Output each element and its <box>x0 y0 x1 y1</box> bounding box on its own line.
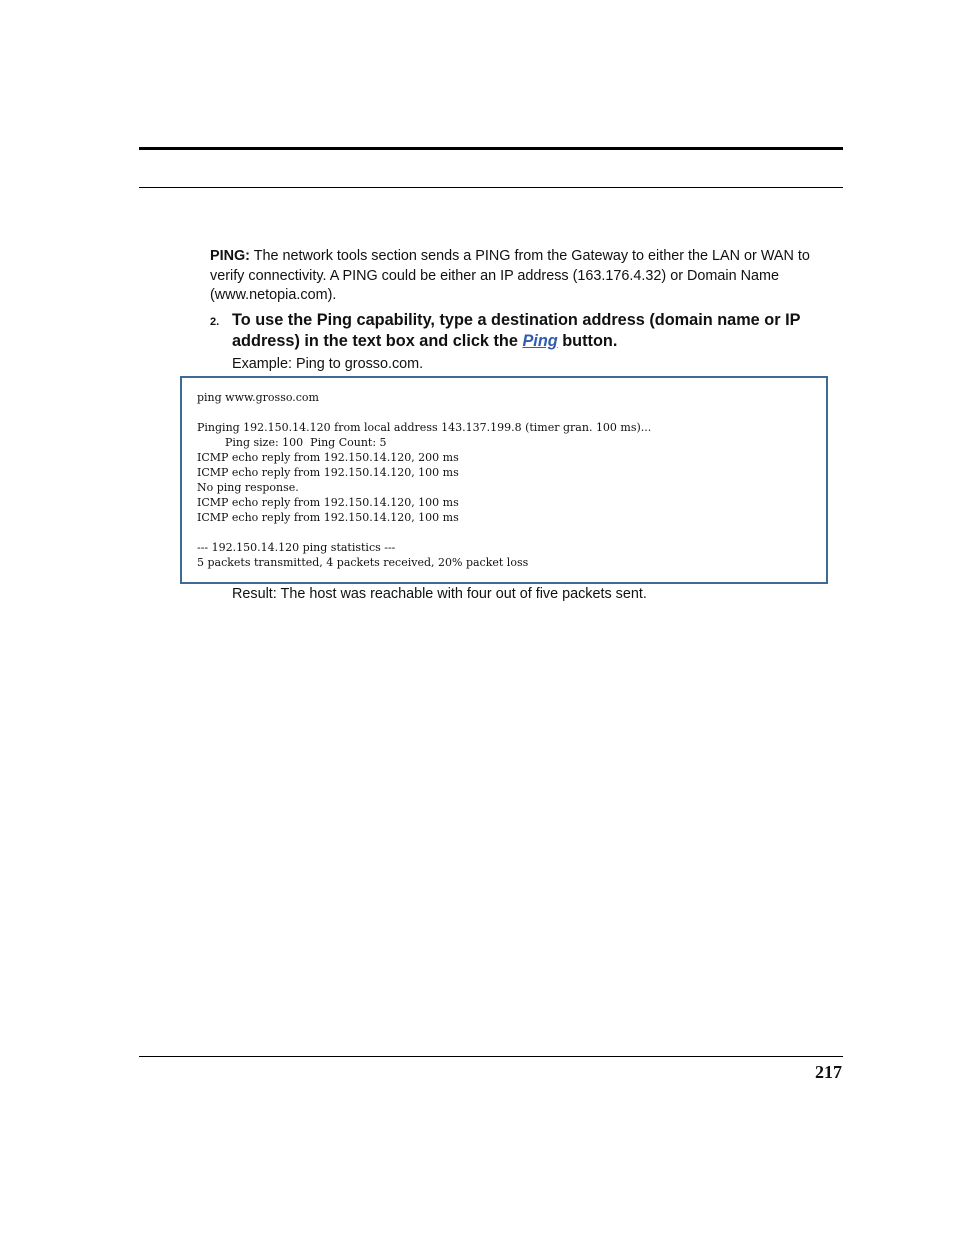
console-line: --- 192.150.14.120 ping statistics --- <box>197 541 396 554</box>
step-text-before: To use the Ping capability, type a destination address (domain name or IP address) in the text box and click the <box>232 311 801 350</box>
ping-console-output <box>180 376 828 584</box>
page-number: 217 <box>815 1062 842 1082</box>
console-line: ICMP echo reply from 192.150.14.120, 100 ms <box>197 511 459 524</box>
console-line <box>197 525 651 540</box>
result-caption: Result: The host was reachable with four out of five packets sent. <box>232 586 647 602</box>
header-rule-thick <box>139 147 843 150</box>
step-instruction <box>232 310 832 352</box>
console-line: ping www.grosso.com <box>197 391 319 404</box>
console-line: 5 packets transmitted, 4 packets received, 20% packet loss <box>197 556 529 569</box>
console-line: ICMP echo reply from 192.150.14.120, 200 ms <box>197 451 459 464</box>
example-caption: Example: Ping to grosso.com. <box>232 356 424 372</box>
console-line <box>197 405 651 420</box>
header-rule-thin <box>139 187 843 188</box>
ping-term: PING: <box>210 248 250 264</box>
step-2 <box>210 310 832 352</box>
ping-link[interactable]: Ping <box>522 332 558 350</box>
console-line: ICMP echo reply from 192.150.14.120, 100 ms <box>197 496 459 509</box>
step-text-after: button. <box>557 332 618 350</box>
console-line: ICMP echo reply from 192.150.14.120, 100 ms <box>197 466 459 479</box>
console-line: No ping response. <box>197 481 299 494</box>
console-line: Ping size: 100 Ping Count: 5 <box>197 436 387 449</box>
ping-description <box>210 247 832 306</box>
footer-rule <box>139 1056 843 1057</box>
console-lines <box>197 390 651 570</box>
ping-description-text: The network tools section sends a PING from the Gateway to either the LAN or WAN to verify connectivity. A PING could be either an IP address (163.176.4.32) or Domain Name (www.netopia.com). <box>210 248 810 303</box>
console-line: Pinging 192.150.14.120 from local address 143.137.199.8 (timer gran. 100 ms)... <box>197 421 652 434</box>
step-number: 2. <box>210 316 220 328</box>
